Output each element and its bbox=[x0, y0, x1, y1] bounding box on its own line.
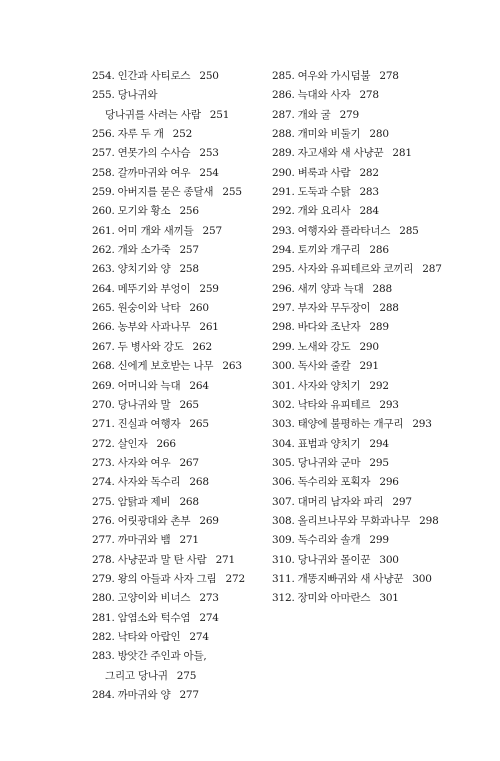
toc-entry-number: 265. bbox=[92, 302, 115, 315]
toc-entry-title: 당나귀를 사려는 사람 bbox=[105, 108, 201, 121]
toc-entry-number: 287. bbox=[272, 108, 295, 121]
toc-entry bbox=[92, 260, 262, 279]
toc-entry bbox=[92, 512, 262, 531]
toc-entry bbox=[92, 280, 262, 299]
toc-entry-page-number: 254 bbox=[199, 166, 219, 179]
toc-entry-title: 대머리 남자와 파리 bbox=[297, 495, 384, 508]
toc-entry bbox=[272, 377, 482, 396]
toc-entry bbox=[272, 415, 482, 434]
toc-entry-page-number: 285 bbox=[399, 224, 419, 237]
toc-entry bbox=[272, 67, 482, 86]
toc-entry bbox=[272, 512, 482, 531]
toc-entry-page-number: 294 bbox=[369, 437, 389, 450]
toc-entry-title: 당나귀와 군마 bbox=[297, 456, 361, 469]
toc-entry-number: 257. bbox=[92, 147, 115, 160]
toc-entry-page-number: 292 bbox=[369, 379, 389, 392]
toc-entry bbox=[272, 318, 482, 337]
toc-entry bbox=[92, 86, 262, 105]
toc-entry-number: 301. bbox=[272, 379, 295, 392]
toc-entry-number: 259. bbox=[92, 186, 115, 199]
toc-entry-number: 270. bbox=[92, 398, 115, 411]
toc-entry-title: 까마귀와 양 bbox=[117, 689, 171, 701]
toc-entry-page-number: 299 bbox=[369, 534, 389, 547]
toc-entry bbox=[92, 551, 262, 570]
toc-entry-title: 여우와 가시덤불 bbox=[297, 70, 371, 82]
toc-entry bbox=[92, 67, 262, 86]
toc-entry-title: 사자와 독수리 bbox=[117, 476, 181, 489]
toc-entry bbox=[92, 396, 262, 415]
toc-entry-title: 토끼와 개구리 bbox=[297, 244, 361, 257]
toc-entry bbox=[92, 435, 262, 454]
toc-entry-title: 독사와 줄칼 bbox=[297, 360, 351, 373]
toc-entry-title: 노새와 강도 bbox=[297, 340, 351, 353]
toc-entry-page-number: 274 bbox=[189, 630, 209, 643]
toc-entry bbox=[272, 144, 482, 163]
toc-entry-title: 살인자 bbox=[117, 437, 148, 450]
toc-entry bbox=[92, 531, 262, 550]
toc-entry-page-number: 275 bbox=[176, 669, 197, 682]
toc-entry bbox=[272, 241, 482, 260]
toc-entry-number: 311. bbox=[272, 572, 295, 585]
toc-entry-title: 까마귀와 뱀 bbox=[117, 534, 171, 547]
toc-entry bbox=[272, 357, 482, 376]
toc-entry-number: 288. bbox=[272, 128, 295, 141]
toc-entry bbox=[272, 260, 482, 279]
toc-entry bbox=[92, 454, 262, 473]
toc-entry bbox=[92, 241, 262, 260]
toc-entry-page-number: 251 bbox=[209, 108, 230, 121]
toc-entry-title: 장미와 아마란스 bbox=[297, 592, 371, 605]
toc-entry-number: 284. bbox=[92, 689, 115, 701]
toc-entry-number: 281. bbox=[92, 611, 115, 624]
toc-entry-number: 285. bbox=[272, 70, 295, 82]
toc-entry bbox=[92, 338, 262, 357]
toc-left-column bbox=[92, 67, 262, 705]
toc-entry-page-number: 297 bbox=[392, 495, 412, 508]
toc-entry-number: 268. bbox=[92, 360, 115, 373]
toc-entry-page-number: 257 bbox=[202, 224, 222, 237]
toc-entry-page-number: 267 bbox=[179, 456, 199, 469]
toc-entry-number: 300. bbox=[272, 360, 295, 373]
toc-entry-title: 도둑과 수탉 bbox=[297, 186, 351, 199]
toc-entry-number: 298. bbox=[272, 321, 295, 334]
toc-entry-title: 어머니와 늑대 bbox=[117, 379, 181, 392]
toc-entry-page-number: 273 bbox=[199, 592, 219, 605]
toc-entry-title: 진실과 여행자 bbox=[117, 418, 181, 431]
toc-entry-page-number: 296 bbox=[379, 476, 399, 489]
toc-entry-number: 306. bbox=[272, 476, 295, 489]
toc-entry-title: 암탉과 제비 bbox=[117, 495, 171, 508]
toc-entry-page-number: 252 bbox=[172, 128, 193, 141]
toc-entry-page-number: 287 bbox=[422, 263, 442, 276]
toc-entry-number: 312. bbox=[272, 592, 295, 605]
toc-entry-title: 그리고 당나귀 bbox=[105, 669, 168, 682]
toc-entry-number: 279. bbox=[92, 572, 115, 585]
toc-entry-title: 표범과 양치기 bbox=[297, 437, 361, 450]
toc-entry bbox=[272, 106, 482, 125]
toc-entry-title: 원숭이와 낙타 bbox=[117, 302, 181, 315]
toc-entry-page-number: 295 bbox=[369, 456, 389, 469]
toc-entry bbox=[272, 493, 482, 512]
toc-entry-number: 264. bbox=[92, 282, 115, 295]
toc-entry-number: 309. bbox=[272, 534, 295, 547]
toc-entry bbox=[272, 222, 482, 241]
toc-entry-title: 올리브나무와 무화과나무 bbox=[297, 514, 411, 527]
toc-entry-page-number: 268 bbox=[189, 476, 209, 489]
toc-entry bbox=[272, 435, 482, 454]
toc-entry bbox=[92, 628, 262, 647]
toc-entry-number: 293. bbox=[272, 224, 295, 237]
toc-entry-title: 왕의 아들과 사자 그림 bbox=[117, 572, 217, 585]
toc-entry bbox=[272, 164, 482, 183]
toc-entry-number: 267. bbox=[92, 340, 115, 353]
toc-entry-page-number: 256 bbox=[179, 205, 199, 218]
toc-entry-page-number: 298 bbox=[419, 514, 439, 527]
toc-entry-page-number: 300 bbox=[412, 572, 432, 585]
toc-entry-page-number: 291 bbox=[359, 360, 379, 373]
toc-entry bbox=[92, 647, 262, 666]
toc-entry-page-number: 284 bbox=[359, 205, 379, 218]
toc-entry-title: 갈까마귀와 여우 bbox=[117, 166, 191, 179]
toc-entry bbox=[92, 377, 262, 396]
toc-entry-title: 바다와 조난자 bbox=[297, 321, 361, 334]
toc-entry-page-number: 286 bbox=[369, 244, 389, 257]
toc-entry-number: 277. bbox=[92, 534, 115, 547]
toc-entry-page-number: 264 bbox=[189, 379, 209, 392]
toc-entry-title: 농부와 사과나무 bbox=[117, 321, 191, 334]
toc-entry-page-number: 265 bbox=[189, 418, 209, 431]
toc-entry-number: 286. bbox=[272, 89, 295, 102]
toc-entry bbox=[272, 183, 482, 202]
toc-entry-title: 연못가의 수사슴 bbox=[117, 147, 191, 160]
toc-entry-number: 274. bbox=[92, 476, 115, 489]
toc-entry bbox=[272, 396, 482, 415]
toc-entry-page-number: 283 bbox=[359, 186, 379, 199]
toc-entry bbox=[92, 144, 262, 163]
toc-entry-page-number: 259 bbox=[199, 282, 219, 295]
toc-entry-title: 두 병사와 강도 bbox=[117, 340, 184, 353]
toc-entry bbox=[92, 667, 262, 686]
toc-entry bbox=[92, 609, 262, 628]
toc-entry-number: 282. bbox=[92, 630, 115, 643]
toc-entry-number: 302. bbox=[272, 398, 295, 411]
toc-entry-title: 암염소와 턱수염 bbox=[117, 611, 191, 624]
toc-entry-page-number: 262 bbox=[192, 340, 212, 353]
toc-entry-number: 276. bbox=[92, 514, 115, 527]
toc-entry bbox=[272, 338, 482, 357]
toc-entry-number: 271. bbox=[92, 418, 115, 431]
toc-entry-page-number: 279 bbox=[339, 108, 360, 121]
toc-entry-number: 292. bbox=[272, 205, 295, 218]
toc-entry-title: 부자와 무두장이 bbox=[297, 302, 371, 315]
toc-entry-number: 266. bbox=[92, 321, 115, 334]
toc-entry-title: 사자와 양치기 bbox=[297, 379, 361, 392]
toc-entry-number: 297. bbox=[272, 302, 295, 315]
toc-entry-title: 사냥꾼과 말 탄 사람 bbox=[117, 553, 207, 566]
toc-entry-title: 개똥지빠귀와 새 사냥꾼 bbox=[297, 572, 404, 585]
toc-entry-number: 256. bbox=[92, 128, 115, 141]
toc-entry-title: 낙타와 유피테르 bbox=[297, 398, 371, 411]
toc-entry-number: 254. bbox=[92, 70, 115, 82]
toc-entry-page-number: 263 bbox=[222, 360, 242, 373]
toc-entry-number: 273. bbox=[92, 456, 115, 469]
toc-entry-number: 307. bbox=[272, 495, 295, 508]
toc-entry-title: 개미와 비둘기 bbox=[297, 128, 361, 141]
toc-entry bbox=[272, 531, 482, 550]
toc-entry-title: 고양이와 비너스 bbox=[117, 592, 191, 605]
toc-entry-title: 모기와 황소 bbox=[117, 205, 171, 218]
toc-entry-page-number: 301 bbox=[379, 592, 399, 605]
toc-entry-number: 295. bbox=[272, 263, 295, 276]
toc-entry-page-number: 257 bbox=[179, 244, 199, 257]
toc-entry-title: 메뚜기와 부엉이 bbox=[117, 282, 191, 295]
toc-entry bbox=[272, 589, 482, 608]
toc-entry bbox=[272, 202, 482, 221]
toc-entry-page-number: 278 bbox=[359, 89, 379, 102]
toc-entry-title: 독수리와 솔개 bbox=[297, 534, 361, 547]
toc-entry bbox=[92, 106, 262, 125]
toc-entry-page-number: 261 bbox=[199, 321, 219, 334]
toc-entry-title: 방앗간 주인과 아들, bbox=[117, 650, 207, 663]
toc-entry-number: 296. bbox=[272, 282, 295, 295]
toc-entry bbox=[92, 493, 262, 512]
toc-entry bbox=[92, 202, 262, 221]
toc-entry bbox=[272, 299, 482, 318]
toc-entry-title: 사자와 여우 bbox=[117, 456, 171, 469]
toc-entry bbox=[92, 415, 262, 434]
toc-entry-page-number: 288 bbox=[372, 282, 392, 295]
toc-entry-title: 당나귀와 말 bbox=[117, 398, 171, 411]
toc-entry bbox=[92, 299, 262, 318]
toc-entry-number: 272. bbox=[92, 437, 115, 450]
toc-entry-number: 262. bbox=[92, 244, 115, 257]
toc-entry-number: 289. bbox=[272, 147, 295, 160]
toc-entry-number: 278. bbox=[92, 553, 115, 566]
toc-entry-title: 자고새와 새 사냥꾼 bbox=[297, 147, 384, 160]
toc-entry-number: 280. bbox=[92, 592, 115, 605]
toc-entry-title: 당나귀와 bbox=[117, 89, 158, 102]
toc-entry-page-number: 266 bbox=[156, 437, 176, 450]
toc-entry-page-number: 281 bbox=[392, 147, 412, 160]
toc-entry bbox=[92, 222, 262, 241]
toc-entry-number: 255. bbox=[92, 89, 115, 102]
toc-entry-title: 개와 굴 bbox=[297, 108, 331, 121]
toc-entry-title: 여행자와 플라타너스 bbox=[297, 224, 391, 237]
toc-entry-title: 양치기와 양 bbox=[117, 263, 171, 276]
toc-entry-number: 283. bbox=[92, 650, 115, 663]
toc-entry-number: 303. bbox=[272, 418, 295, 431]
toc-entry bbox=[92, 318, 262, 337]
toc-entry-number: 310. bbox=[272, 553, 295, 566]
toc-entry-page-number: 293 bbox=[379, 398, 399, 411]
toc-entry-title: 자루 두 개 bbox=[117, 128, 164, 141]
toc-entry-number: 308. bbox=[272, 514, 295, 527]
toc-entry bbox=[272, 86, 482, 105]
toc-entry-number: 263. bbox=[92, 263, 115, 276]
toc-entry-number: 294. bbox=[272, 244, 295, 257]
toc-entry-page-number: 288 bbox=[379, 302, 399, 315]
toc-entry-page-number: 255 bbox=[222, 186, 242, 199]
toc-entry bbox=[272, 473, 482, 492]
toc-entry-page-number: 300 bbox=[379, 553, 399, 566]
toc-entry-number: 260. bbox=[92, 205, 115, 218]
toc-entry-page-number: 258 bbox=[179, 263, 199, 276]
toc-entry-number: 299. bbox=[272, 340, 295, 353]
toc-entry-title: 개와 소가죽 bbox=[117, 244, 171, 257]
toc-entry-number: 291. bbox=[272, 186, 295, 199]
toc-entry bbox=[92, 473, 262, 492]
toc-entry-page-number: 293 bbox=[412, 418, 432, 431]
toc-entry-title: 독수리와 포획자 bbox=[297, 476, 371, 489]
toc-entry-title: 늑대와 사자 bbox=[297, 89, 351, 102]
toc-entry-page-number: 280 bbox=[369, 128, 389, 141]
toc-entry-page-number: 271 bbox=[179, 534, 199, 547]
toc-entry-number: 290. bbox=[272, 166, 295, 179]
toc-entry bbox=[92, 125, 262, 144]
toc-entry bbox=[272, 454, 482, 473]
toc-entry bbox=[272, 551, 482, 570]
toc-entry bbox=[92, 589, 262, 608]
toc-entry-page-number: 250 bbox=[199, 70, 219, 82]
toc-entry bbox=[272, 570, 482, 589]
toc-entry-number: 304. bbox=[272, 437, 295, 450]
toc-entry-title: 새끼 양과 늑대 bbox=[297, 282, 364, 295]
toc-entry-title: 당나귀와 몰이꾼 bbox=[297, 553, 371, 566]
toc-entry-number: 261. bbox=[92, 224, 115, 237]
toc-entry-title: 어릿광대와 촌부 bbox=[117, 514, 191, 527]
toc-entry-page-number: 272 bbox=[225, 572, 245, 585]
toc-entry-number: 305. bbox=[272, 456, 295, 469]
toc-entry bbox=[92, 164, 262, 183]
toc-entry-title: 신에게 보호받는 나무 bbox=[117, 360, 214, 373]
toc-entry-page-number: 277 bbox=[179, 689, 199, 701]
toc-entry bbox=[92, 357, 262, 376]
toc-entry bbox=[272, 125, 482, 144]
toc-entry-page-number: 260 bbox=[189, 302, 209, 315]
toc-entry bbox=[272, 280, 482, 299]
toc-entry-title: 개와 요리사 bbox=[297, 205, 351, 218]
toc-entry bbox=[92, 570, 262, 589]
toc-entry bbox=[92, 686, 262, 705]
toc-entry-title: 벼룩과 사람 bbox=[297, 166, 351, 179]
toc-entry-page-number: 274 bbox=[199, 611, 219, 624]
toc-entry bbox=[92, 183, 262, 202]
toc-entry-title: 태양에 불평하는 개구리 bbox=[297, 418, 404, 431]
toc-entry-title: 낙타와 아랍인 bbox=[117, 630, 181, 643]
toc-entry-number: 258. bbox=[92, 166, 115, 179]
toc-entry-number: 275. bbox=[92, 495, 115, 508]
toc-entry-page-number: 268 bbox=[179, 495, 199, 508]
toc-entry-title: 어미 개와 새끼들 bbox=[117, 224, 194, 237]
toc-entry-page-number: 278 bbox=[379, 70, 399, 82]
toc-entry-page-number: 269 bbox=[199, 514, 219, 527]
toc-right-column bbox=[272, 67, 482, 609]
toc-entry-page-number: 289 bbox=[369, 321, 389, 334]
toc-entry-page-number: 290 bbox=[359, 340, 379, 353]
toc-entry-page-number: 253 bbox=[199, 147, 219, 160]
toc-entry-page-number: 265 bbox=[179, 398, 199, 411]
toc-entry-title: 아버지를 묻은 종달새 bbox=[117, 186, 214, 199]
toc-entry-title: 사자와 유피테르와 코끼리 bbox=[297, 263, 414, 276]
toc-entry-page-number: 271 bbox=[215, 553, 236, 566]
toc-entry-number: 269. bbox=[92, 379, 115, 392]
toc-entry-page-number: 282 bbox=[359, 166, 379, 179]
toc-entry-title: 인간과 사티로스 bbox=[117, 70, 191, 82]
